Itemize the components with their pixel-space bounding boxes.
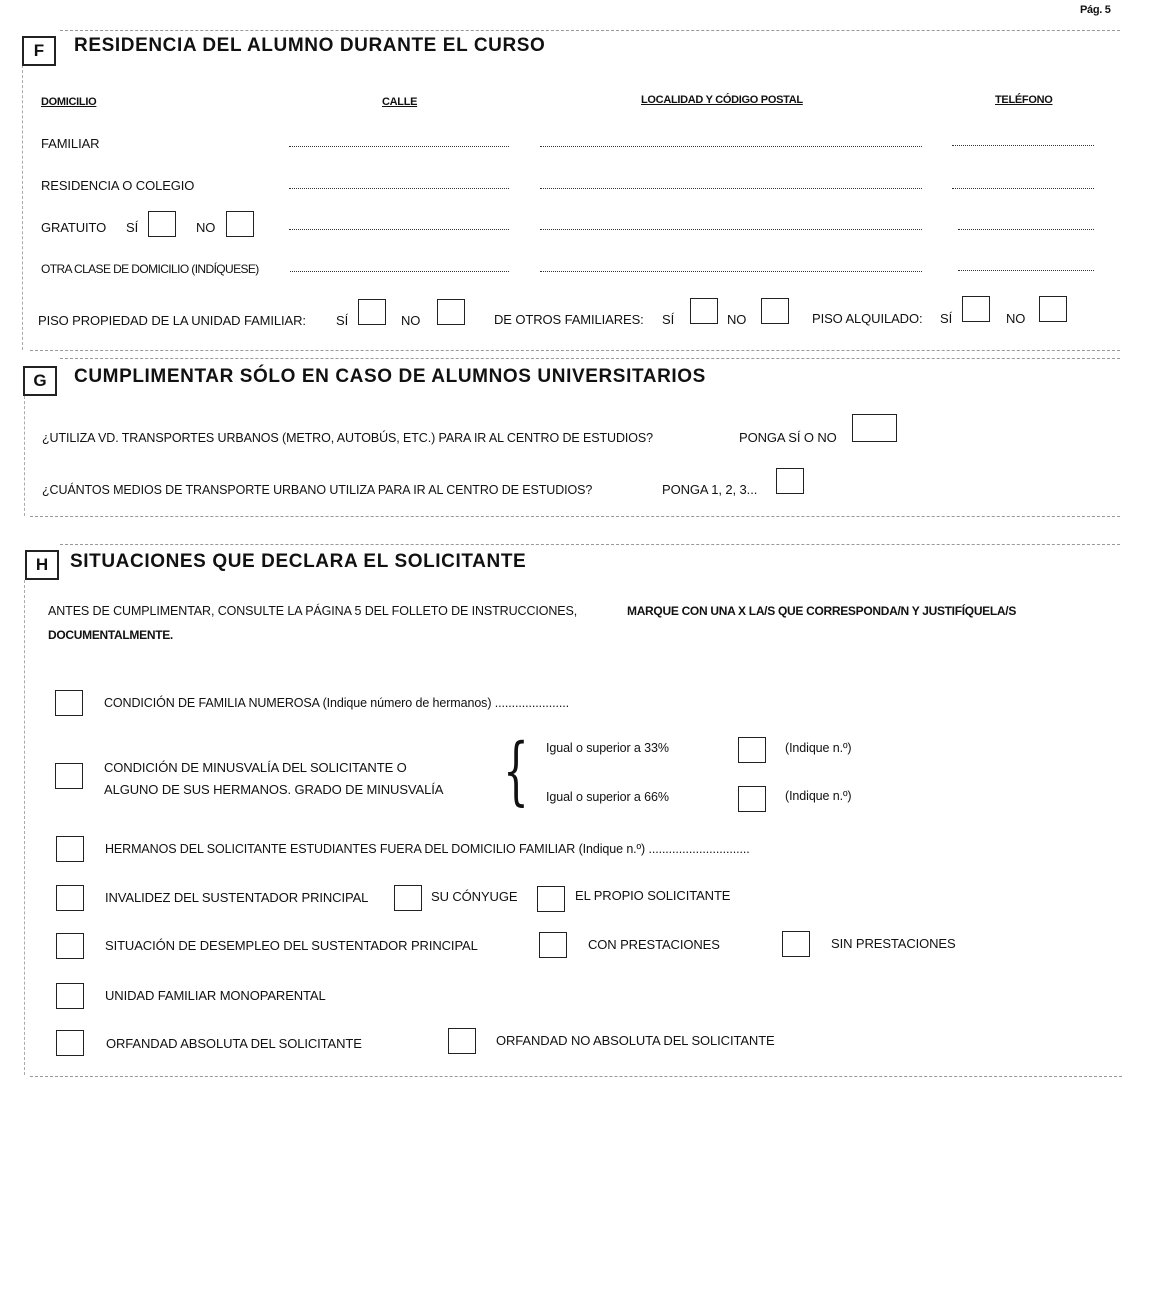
section-f-title: RESIDENCIA DEL ALUMNO DURANTE EL CURSO	[74, 35, 546, 56]
el-propio-label: EL PROPIO SOLICITANTE	[575, 888, 731, 903]
igual-33-checkbox[interactable]	[738, 737, 766, 763]
brace-icon: {	[503, 728, 529, 814]
piso-alquilado-no-label: NO	[1006, 311, 1026, 326]
hermanos-fuera-label: HERMANOS DEL SOLICITANTE ESTUDIANTES FUERA DEL DOMICILIO FAMILIAR (Indique n.º) ..............................	[105, 842, 750, 856]
gratuito-no-label: NO	[196, 220, 216, 235]
section-g-bottom-rule	[30, 516, 1120, 517]
transport-count-hint: PONGA 1, 2, 3...	[662, 482, 758, 497]
section-f-left-rule	[22, 60, 23, 350]
section-g-letter: G	[23, 366, 57, 396]
intro-line1-a: ANTES DE CUMPLIMENTAR, CONSULTE LA PÁGINA 5 DEL FOLLETO DE INSTRUCCIONES,	[48, 604, 578, 618]
header-telefono: TELÉFONO	[995, 94, 1053, 106]
gratuito-no-checkbox[interactable]	[226, 211, 254, 237]
minusvalia-line1: CONDICIÓN DE MINUSVALÍA DEL SOLICITANTE O	[104, 760, 407, 775]
otros-familiares-si-label: SÍ	[662, 312, 675, 327]
intro-line2: DOCUMENTALMENTE.	[48, 628, 173, 642]
orfandad-absoluta-label: ORFANDAD ABSOLUTA DEL SOLICITANTE	[106, 1036, 362, 1051]
otra-localidad-field[interactable]	[540, 271, 922, 272]
section-h-bottom-rule	[30, 1076, 1122, 1077]
monoparental-label: UNIDAD FAMILIAR MONOPARENTAL	[105, 988, 326, 1003]
familia-numerosa-checkbox[interactable]	[55, 690, 83, 716]
header-localidad: LOCALIDAD Y CÓDIGO POSTAL	[641, 94, 803, 106]
otra-calle-field[interactable]	[290, 271, 509, 272]
transport-count-question: ¿CUÁNTOS MEDIOS DE TRANSPORTE URBANO UTILIZA PARA IR AL CENTRO DE ESTUDIOS?	[42, 483, 593, 497]
monoparental-checkbox[interactable]	[56, 983, 84, 1009]
header-calle: CALLE	[382, 96, 418, 108]
row-gratuito-label: GRATUITO	[41, 220, 107, 235]
section-h-top-rule	[60, 544, 1120, 545]
familiar-telefono-field[interactable]	[952, 145, 1094, 146]
igual-33-label: Igual o superior a 33%	[546, 741, 669, 755]
header-domicilio: DOMICILIO	[41, 96, 97, 108]
residencia-calle-field[interactable]	[289, 188, 509, 189]
piso-propiedad-no-label: NO	[401, 313, 421, 328]
piso-alquilado-label: PISO ALQUILADO:	[812, 311, 923, 326]
sin-prestaciones-checkbox[interactable]	[782, 931, 810, 957]
igual-66-checkbox[interactable]	[738, 786, 766, 812]
piso-propiedad-si-label: SÍ	[336, 313, 349, 328]
sin-prestaciones-label: SIN PRESTACIONES	[831, 936, 956, 951]
con-prestaciones-checkbox[interactable]	[539, 932, 567, 958]
row-familiar-label: FAMILIAR	[41, 136, 100, 151]
familia-numerosa-label: CONDICIÓN DE FAMILIA NUMEROSA (Indique número de hermanos) ......................	[104, 696, 569, 710]
otros-familiares-si-checkbox[interactable]	[690, 298, 718, 324]
row-otra-label: OTRA CLASE DE DOMICILIO (INDÍQUESE)	[41, 262, 259, 276]
residencia-telefono-field[interactable]	[952, 188, 1094, 189]
piso-alquilado-si-checkbox[interactable]	[962, 296, 990, 322]
page-number: Pág. 5	[1080, 4, 1111, 16]
minusvalia-line2: ALGUNO DE SUS HERMANOS. GRADO DE MINUSVALÍA	[104, 782, 444, 797]
minusvalia-checkbox[interactable]	[55, 763, 83, 789]
section-f-bottom-rule	[30, 350, 1120, 351]
section-g-title: CUMPLIMENTAR SÓLO EN CASO DE ALUMNOS UNIVERSITARIOS	[74, 366, 706, 387]
desempleo-checkbox[interactable]	[56, 933, 84, 959]
section-g-top-rule	[60, 358, 1120, 359]
section-f-letter: F	[22, 36, 56, 66]
igual-66-label: Igual o superior a 66%	[546, 790, 669, 804]
su-conyuge-label: SU CÓNYUGE	[431, 889, 518, 904]
otra-telefono-field[interactable]	[958, 270, 1094, 271]
gratuito-telefono-field[interactable]	[958, 229, 1094, 230]
piso-propiedad-si-checkbox[interactable]	[358, 299, 386, 325]
section-g-left-rule	[24, 396, 25, 516]
piso-propiedad-label: PISO PROPIEDAD DE LA UNIDAD FAMILIAR:	[38, 313, 306, 328]
gratuito-si-checkbox[interactable]	[148, 211, 176, 237]
invalidez-label: INVALIDEZ DEL SUSTENTADOR PRINCIPAL	[105, 890, 369, 905]
igual-66-indique: (Indique n.º)	[785, 789, 852, 803]
orfandad-absoluta-checkbox[interactable]	[56, 1030, 84, 1056]
section-h-letter: H	[25, 550, 59, 580]
piso-propiedad-no-checkbox[interactable]	[437, 299, 465, 325]
transport-count-box[interactable]	[776, 468, 804, 494]
igual-33-indique: (Indique n.º)	[785, 741, 852, 755]
residencia-localidad-field[interactable]	[540, 188, 922, 189]
section-h-title: SITUACIONES QUE DECLARA EL SOLICITANTE	[70, 551, 527, 572]
transport-question: ¿UTILIZA VD. TRANSPORTES URBANOS (METRO, AUTOBÚS, ETC.) PARA IR AL CENTRO DE ESTUDIOS?	[42, 431, 653, 445]
otros-familiares-no-label: NO	[727, 312, 747, 327]
gratuito-calle-field[interactable]	[289, 229, 509, 230]
con-prestaciones-label: CON PRESTACIONES	[588, 937, 720, 952]
gratuito-si-label: SÍ	[126, 220, 139, 235]
familiar-calle-field[interactable]	[289, 146, 509, 147]
el-propio-checkbox[interactable]	[537, 886, 565, 912]
intro-line1-b: MARQUE CON UNA X LA/S QUE CORRESPONDA/N Y JUSTIFÍQUELA/S	[627, 604, 1017, 618]
piso-alquilado-si-label: SÍ	[940, 311, 953, 326]
section-h-left-rule	[24, 580, 25, 1075]
transport-hint: PONGA SÍ O NO	[739, 430, 837, 445]
familiar-localidad-field[interactable]	[540, 146, 922, 147]
su-conyuge-checkbox[interactable]	[394, 885, 422, 911]
gratuito-localidad-field[interactable]	[540, 229, 922, 230]
invalidez-checkbox[interactable]	[56, 885, 84, 911]
orfandad-no-absoluta-checkbox[interactable]	[448, 1028, 476, 1054]
desempleo-label: SITUACIÓN DE DESEMPLEO DEL SUSTENTADOR PRINCIPAL	[105, 938, 478, 953]
hermanos-fuera-checkbox[interactable]	[56, 836, 84, 862]
otros-familiares-no-checkbox[interactable]	[761, 298, 789, 324]
piso-alquilado-no-checkbox[interactable]	[1039, 296, 1067, 322]
section-f-top-rule	[60, 30, 1120, 31]
transport-answer-box[interactable]	[852, 414, 897, 442]
orfandad-no-absoluta-label: ORFANDAD NO ABSOLUTA DEL SOLICITANTE	[496, 1033, 775, 1048]
otros-familiares-label: DE OTROS FAMILIARES:	[494, 312, 644, 327]
row-residencia-label: RESIDENCIA O COLEGIO	[41, 178, 195, 193]
